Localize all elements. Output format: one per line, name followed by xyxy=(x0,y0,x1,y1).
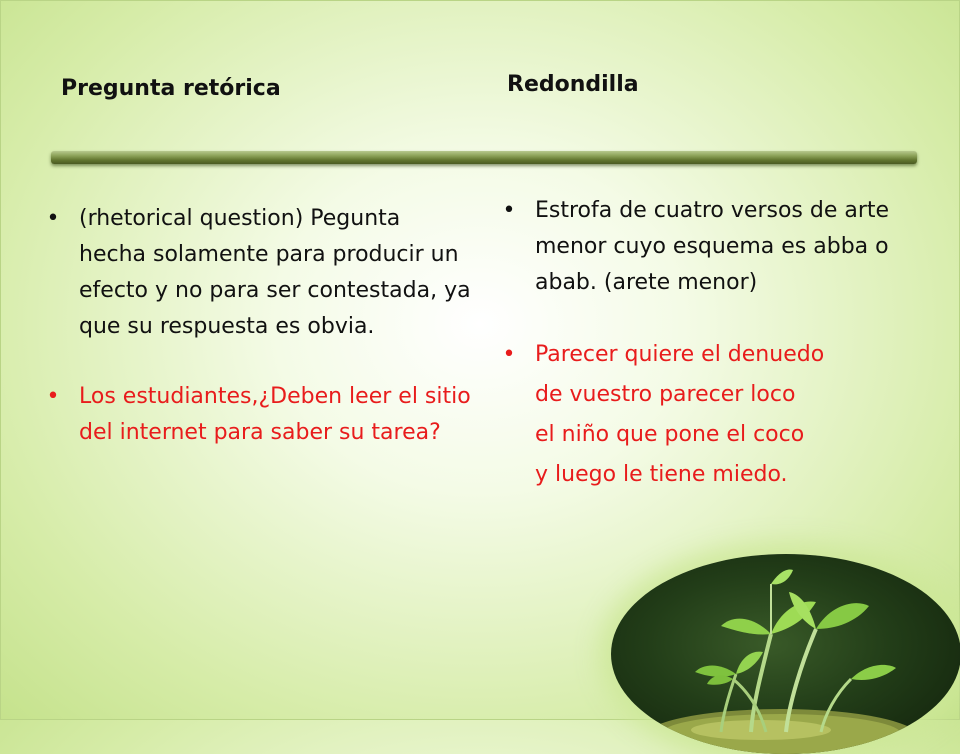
bullet-icon: • xyxy=(46,384,60,409)
right-bullet-example xyxy=(499,335,929,495)
right-bullet-definition xyxy=(499,193,929,301)
bullet-text: Los estudiantes,¿Deben leer el sitio del internet para saber su tarea? xyxy=(79,384,471,445)
bullet-text: Parecer quiere el denuedo de vuestro parecer loco el niño que pone el coco y luego le tiene miedo. xyxy=(535,342,825,487)
left-bullet-example xyxy=(43,379,473,451)
seedling-icon xyxy=(611,554,960,754)
right-column-heading: Redondilla xyxy=(507,72,639,97)
bullet-icon: • xyxy=(46,206,60,231)
left-column-heading: Pregunta retórica xyxy=(61,76,281,101)
right-bullet-list xyxy=(499,193,929,495)
left-bullet-list xyxy=(43,201,473,451)
bullet-icon: • xyxy=(502,342,516,367)
bullet-icon: • xyxy=(502,198,516,223)
left-bullet-definition xyxy=(43,201,473,345)
divider-bar xyxy=(51,151,917,164)
bullet-text: (rhetorical question) Pegunta hecha solamente para producir un efecto y no para ser contestada, ya que su respuesta es obvia. xyxy=(79,206,471,339)
bullet-text: Estrofa de cuatro versos de arte menor cuyo esquema es abba o abab. (arete menor) xyxy=(535,198,890,295)
seedling-plant-image xyxy=(611,554,960,754)
